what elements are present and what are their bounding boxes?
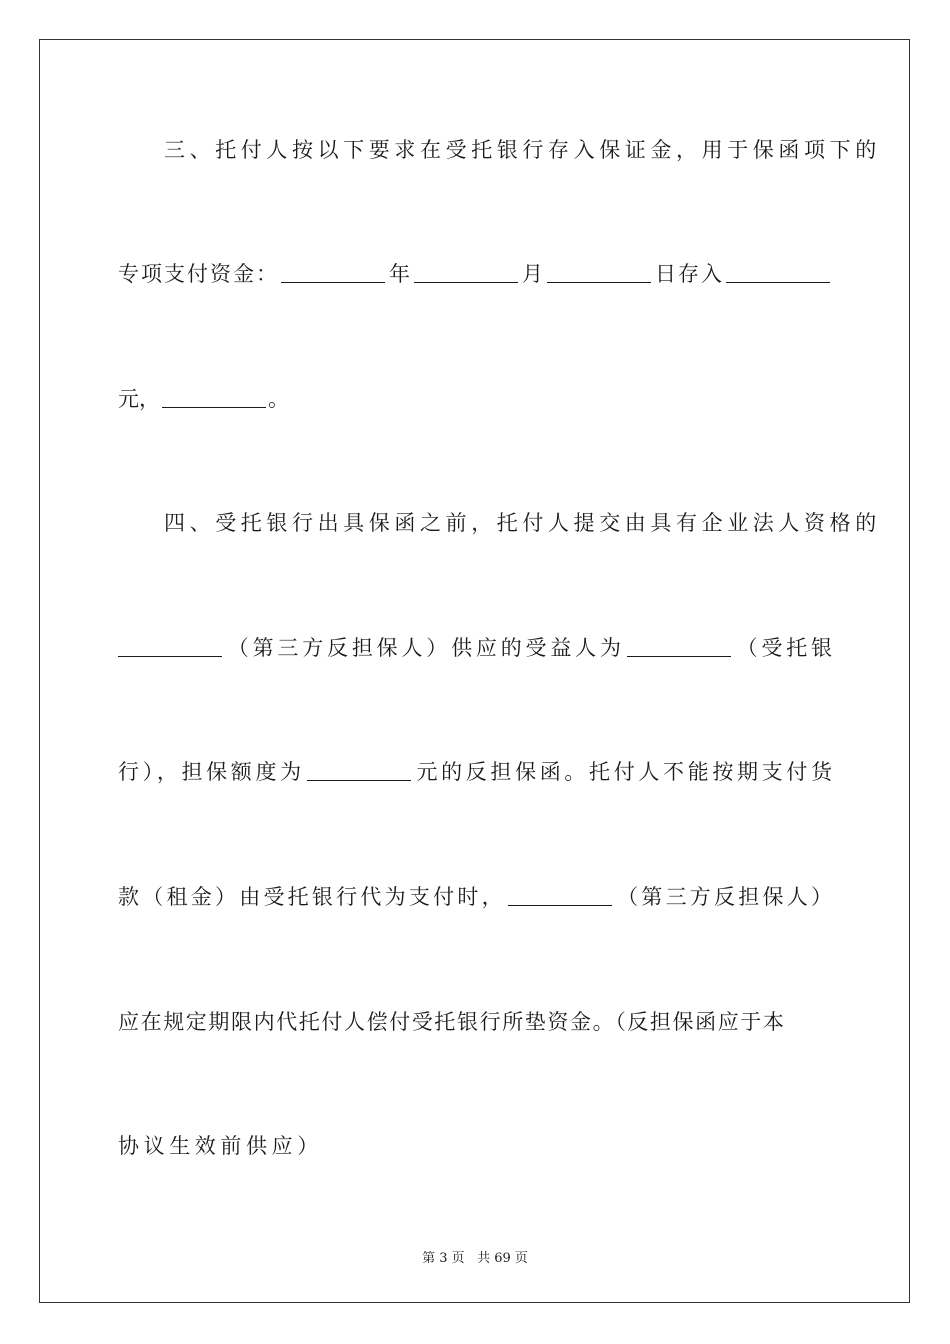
blank-field (118, 636, 222, 657)
text: 元的反担保函。托付人不能按期支付货 (412, 760, 832, 784)
page-footer (0, 1247, 950, 1266)
paragraph-3-line-2 (118, 260, 832, 288)
blank-field (307, 760, 411, 781)
blank-field (726, 262, 830, 283)
paragraph-4-line-6 (118, 1132, 832, 1160)
blank-field (162, 387, 266, 408)
paragraph-4-line-2 (118, 634, 832, 662)
text: （第三方反担保人） (613, 885, 833, 909)
text: 应在规定期限内代托付人偿付受托银行所垫资金。（反担保函应于本 (118, 1010, 786, 1034)
page-border (39, 39, 910, 1303)
paragraph-3-line-1 (118, 136, 881, 164)
text: 协议生效前供应） (118, 1134, 323, 1158)
blank-field (281, 262, 385, 283)
text: 款（租金）由受托银行代为支付时， (118, 885, 506, 909)
text: 。 (268, 387, 289, 411)
blank-field (414, 262, 518, 283)
blank-field (627, 636, 731, 657)
text: 三、托付人按以下要求在受托银行存入保证金，用于保函项下的 (164, 138, 881, 162)
text: 专项支付资金： (118, 262, 279, 286)
blank-field (547, 262, 651, 283)
blank-field (508, 885, 612, 906)
paragraph-4-line-4 (118, 883, 832, 911)
text: 元， (118, 387, 160, 411)
paragraph-4-line-5 (118, 1008, 832, 1036)
page-total: 共 69 页 (477, 1251, 528, 1266)
paragraph-4-line-3 (118, 758, 832, 786)
paragraph-3-line-3 (118, 385, 832, 413)
text: （受托银 (732, 636, 833, 660)
text: 行），担保额度为 (118, 760, 305, 784)
text: 月 (520, 262, 545, 286)
text: （第三方反担保人）供应的受益人为 (224, 636, 625, 660)
page-number: 第 3 页 (422, 1251, 465, 1266)
text: 四、受托银行出具保函之前，托付人提交由具有企业法人资格的 (164, 511, 881, 535)
text: 日存入 (653, 262, 724, 286)
text: 年 (387, 262, 412, 286)
paragraph-4-line-1 (118, 509, 881, 537)
